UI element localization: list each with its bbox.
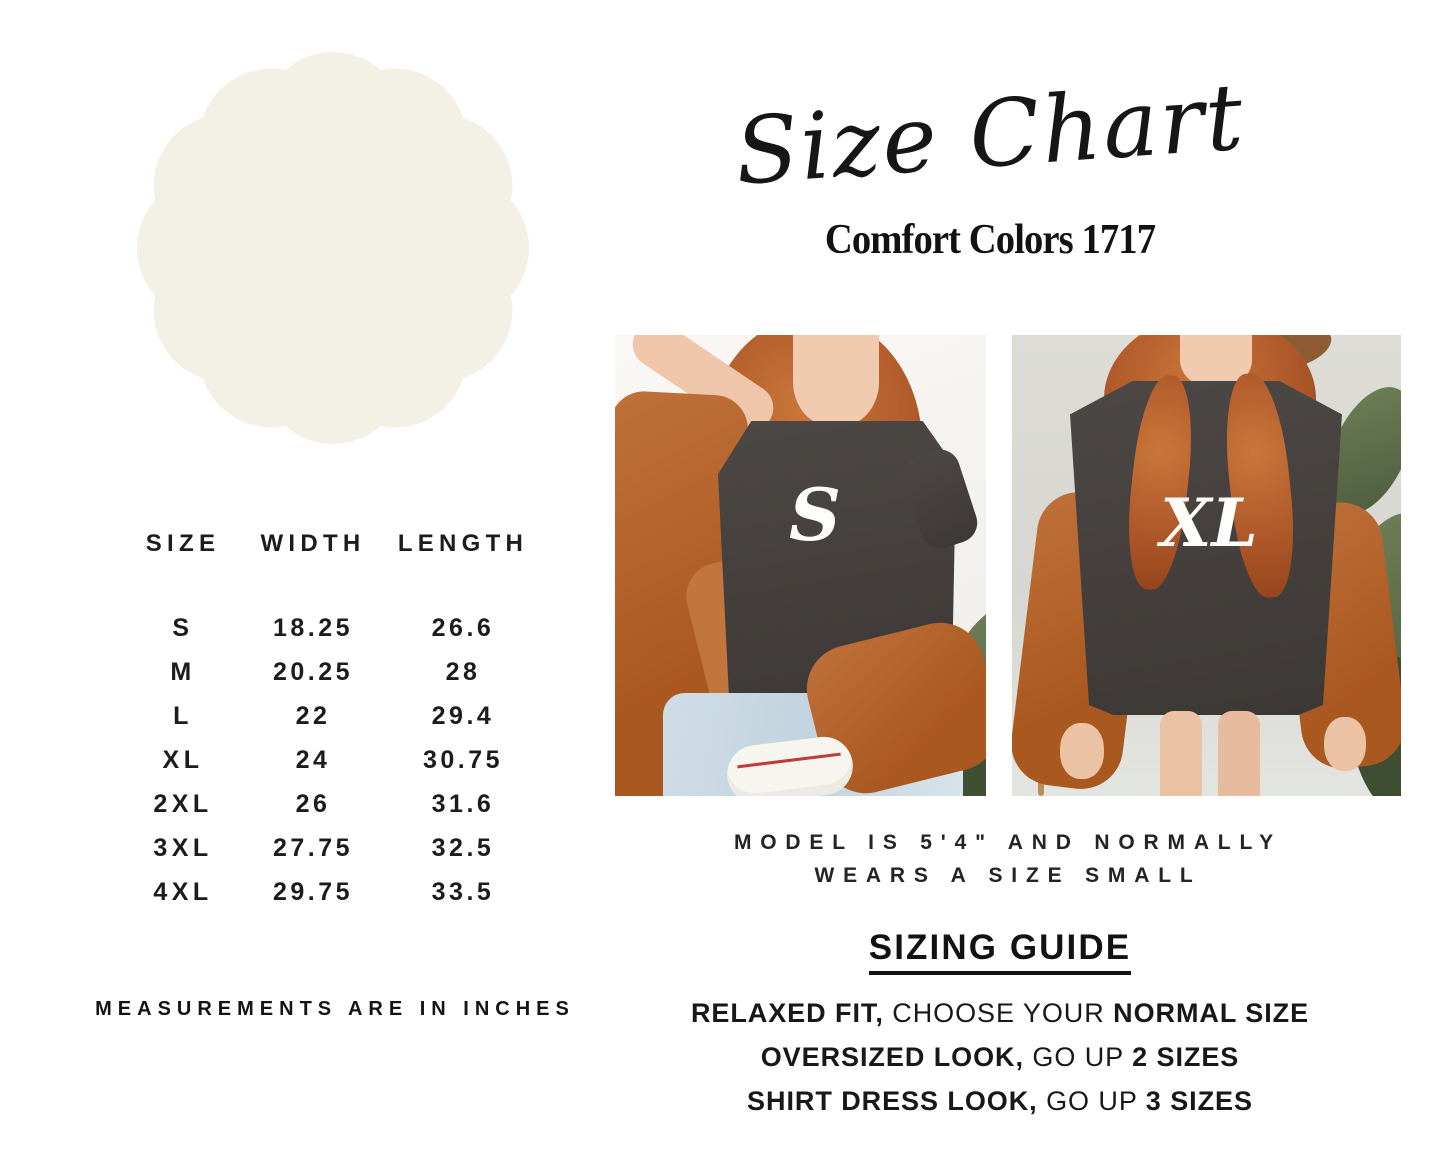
page-title: Size Chart bbox=[731, 63, 1249, 206]
page-subtitle: Comfort Colors 1717 bbox=[824, 217, 1156, 263]
size-table-cell: 20.25 bbox=[272, 658, 354, 686]
model-caption-line2: WEARS A SIZE SMALL bbox=[814, 864, 1202, 887]
scallop-flower-shape bbox=[137, 49, 529, 447]
size-table-cell: 22 bbox=[295, 702, 331, 730]
size-table-cell: 2XL bbox=[153, 790, 213, 818]
model-hand bbox=[1324, 717, 1366, 771]
size-table-rows bbox=[128, 614, 548, 909]
size-table-cell: 33.5 bbox=[431, 878, 495, 906]
size-table-cell: 4XL bbox=[153, 878, 213, 906]
size-table-cell: 26.6 bbox=[431, 614, 495, 642]
model-caption bbox=[600, 826, 1416, 892]
model-leg bbox=[1160, 711, 1202, 796]
size-table-header bbox=[128, 530, 548, 558]
size-table-cell: 29.75 bbox=[272, 878, 354, 906]
sizing-guide bbox=[650, 928, 1350, 1123]
sizing-guide-title: SIZING GUIDE bbox=[869, 928, 1131, 975]
size-table-cell: L bbox=[173, 702, 193, 730]
sizing-guide-line: SHIRT DRESS LOOK, GO UP 3 SIZES bbox=[747, 1086, 1253, 1116]
size-table-cell: S bbox=[172, 614, 194, 642]
size-table-cell: M bbox=[170, 658, 196, 686]
model-hand bbox=[1060, 723, 1104, 779]
header bbox=[720, 60, 1260, 264]
size-table-cell: 32.5 bbox=[431, 834, 495, 862]
column-header-size: SIZE bbox=[145, 530, 221, 557]
measurements-footnote: MEASUREMENTS ARE IN INCHES bbox=[95, 998, 575, 1020]
sizing-guide-line: OVERSIZED LOOK, GO UP 2 SIZES bbox=[760, 1042, 1240, 1072]
size-table-cell: 27.75 bbox=[272, 834, 354, 862]
column-header-length: LENGTH bbox=[397, 530, 529, 557]
model-caption-line1: MODEL IS 5'4" AND NORMALLY bbox=[733, 831, 1283, 854]
model-photo-size-s bbox=[615, 335, 986, 796]
size-table-cell: 29.4 bbox=[431, 702, 495, 730]
sizing-guide-lines bbox=[650, 991, 1350, 1123]
size-table bbox=[128, 530, 548, 909]
size-table-cell: 18.25 bbox=[272, 614, 354, 642]
size-table-cell: 26 bbox=[295, 790, 331, 818]
size-table-cell: 30.75 bbox=[422, 746, 504, 774]
size-table-cell: 3XL bbox=[153, 834, 213, 862]
size-table-cell: 31.6 bbox=[431, 790, 495, 818]
model-leg bbox=[1218, 711, 1260, 796]
tshirt-letter-s: S bbox=[789, 472, 841, 557]
size-table-cell: 24 bbox=[295, 746, 331, 774]
model-face bbox=[793, 335, 879, 427]
sizing-guide-line: RELAXED FIT, CHOOSE YOUR NORMAL SIZE bbox=[690, 998, 1310, 1028]
model-photo-size-xl bbox=[1012, 335, 1401, 796]
column-header-width: WIDTH bbox=[260, 530, 366, 557]
size-table-cell: 28 bbox=[445, 658, 481, 686]
size-table-cell: XL bbox=[162, 746, 204, 774]
tshirt-letter-xl: XL bbox=[1160, 484, 1258, 562]
